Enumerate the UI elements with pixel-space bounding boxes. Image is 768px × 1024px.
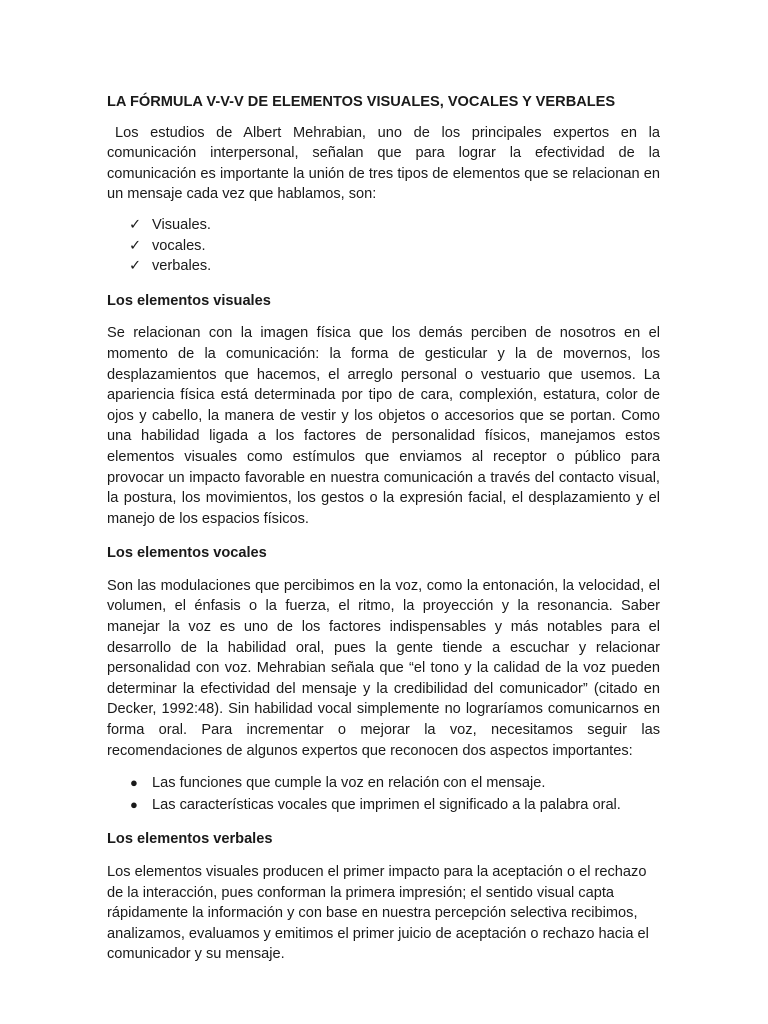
- section-heading-verbales: Los elementos verbales: [107, 831, 273, 848]
- checklist-item-label: vocales.: [152, 237, 206, 254]
- bullet-icon: ●: [130, 775, 138, 791]
- checklist-item-label: verbales.: [152, 258, 212, 275]
- checkmark-icon: ✓: [129, 216, 142, 233]
- intro-paragraph: Los estudios de Albert Mehrabian, uno de los principales expertos en la comunicación interpersonal, señalan que para lograr la efectividad de la comunicación es importante la unión de tres tipos de elementos que se relacionan en un mensaje cada vez que hablamos, son:: [107, 124, 660, 203]
- checklist-item: [107, 215, 660, 236]
- checkmark-icon: ✓: [129, 258, 142, 275]
- document-title: LA FÓRMULA V-V-V DE ELEMENTOS VISUALES, VOCALES Y VERBALES: [107, 94, 616, 110]
- document-page: [107, 92, 660, 965]
- section-heading-vocales: Los elementos vocales: [107, 545, 267, 562]
- section-paragraph-verbales: Los elementos visuales producen el primer impacto para la aceptación o el rechazo de la interacción, pues conforman la primera impresión; el sentido visual capta rápidamente la información y con base en nuestra percepción selectiva recibimos, analizamos, evaluamos y emitimos el primer juicio de aceptación o rechazo hacia el comunicador y su mensaje.: [107, 864, 649, 963]
- section-paragraph-visuales: Se relacionan con la imagen física que los demás perciben de nosotros en el momento de la comunicación: la forma de gesticular y la de movernos, los desplazamientos que hacemos, el arreglo personal o vestuario que usemos. La apariencia física está determinada por tipo de cara, complexión, estatura, color de ojos y cabello, la manera de vestir y los objetos o accesorios que se portan. Como una habilidad ligada a los factores de personalidad físicos, manejamos estos elementos visuales como estímulos que enviamos al receptor o público para provocar un impacto favorable en nuestra comunicación a través del contacto visual, la postura, los movimientos, los gestos o la expresión facial, el desplazamiento y el manejo de los espacios físicos.: [107, 325, 660, 527]
- checklist-item: [107, 236, 660, 257]
- checklist-item-label: Visuales.: [152, 216, 211, 233]
- elements-checklist: [107, 215, 660, 277]
- bullet-item: [107, 795, 660, 816]
- bullet-icon: ●: [130, 796, 138, 812]
- section-paragraph-vocales: Son las modulaciones que percibimos en la voz, como la entonación, la velocidad, el volumen, el énfasis o la fuerza, el ritmo, la proyección y la resonancia. Saber manejar la voz es uno de los factores indispensables y más notables para el desarrollo de la habilidad oral, pues la gente tiende a escuchar y relacionar personalidad con voz. Mehrabian señala que “el tono y la calidad de la voz pueden determinar la efectividad del mensaje y la credibilidad del comunicador” (citado en Decker, 1992:48). Sin habilidad vocal simplemente no lograríamos comunicarnos en forma oral. Para incrementar o mejorar la voz, necesitamos seguir las recomendaciones de algunos expertos que reconocen dos aspectos importantes:: [107, 577, 660, 759]
- section-heading-visuales: Los elementos visuales: [107, 292, 271, 309]
- checkmark-icon: ✓: [129, 237, 142, 254]
- bullet-item: [107, 773, 660, 794]
- bullet-item-label: Las características vocales que imprimen el significado a la palabra oral.: [152, 796, 621, 813]
- bullet-item-label: Las funciones que cumple la voz en relación con el mensaje.: [152, 775, 546, 792]
- vocal-aspects-list: [107, 773, 660, 815]
- checklist-item: [107, 256, 660, 277]
